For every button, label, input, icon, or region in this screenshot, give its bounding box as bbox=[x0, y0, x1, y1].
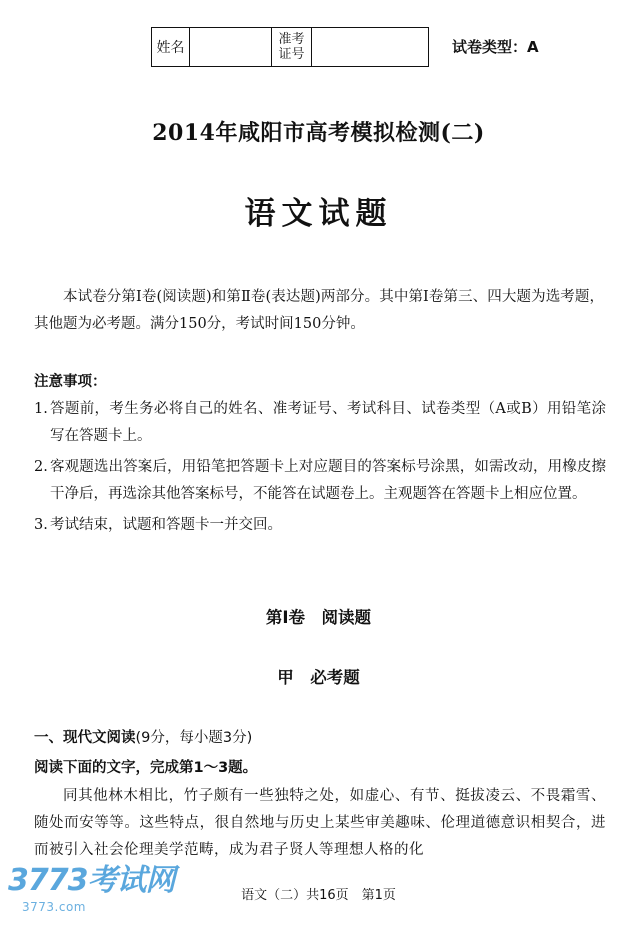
notes-list bbox=[34, 396, 606, 543]
note-item bbox=[34, 454, 606, 508]
paper-type: 试卷类型：A bbox=[452, 38, 539, 56]
question-heading-note: (9分，每小题3分) bbox=[135, 730, 253, 746]
note-text: 考试结束，试题和答题卡一并交回。 bbox=[50, 517, 282, 533]
note-text: 答题前，考生务必将自己的姓名、准考证号、考试科目、试卷类型（A或B）用铅笔涂写在答题卡上。 bbox=[50, 401, 606, 444]
ticket-label-line1: 准考 bbox=[278, 32, 305, 47]
reading-passage: 同其他林木相比，竹子颇有一些独特之处，如虚心、有节、挺拔凌云、不畏霜雪、随处而安等等。这些特点，很自然地与历史上某些审美趣味、伦理道德意识相契合，进而被引入社会伦理美学范畴，成为君子贤人等理想人格的化 bbox=[34, 788, 606, 858]
note-text: 客观题选出答案后，用铅笔把答题卡上对应题目的答案标号涂黑，如需改动，用橡皮擦干净后，再选涂其他答案标号，不能答在试题卷上。主观题答在答题卡上相应位置。 bbox=[50, 459, 606, 502]
notes-heading: 注意事项： bbox=[34, 374, 107, 390]
exam-title: 2014年咸阳市高考模拟检测(二) bbox=[152, 120, 485, 146]
note-number: 1. bbox=[34, 401, 48, 417]
note-number: 2. bbox=[34, 459, 48, 475]
intro-paragraph: 本试卷分第Ⅰ卷(阅读题)和第Ⅱ卷(表达题)两部分。其中第Ⅰ卷第三、四大题为选考题，其他题为必考题。满分150分，考试时间150分钟。 bbox=[34, 289, 604, 332]
question-heading bbox=[34, 726, 252, 747]
section-title: 第Ⅰ卷 阅读题 bbox=[265, 608, 372, 627]
note-item bbox=[34, 512, 606, 539]
sub-section-title: 甲 必考题 bbox=[277, 668, 360, 687]
note-number: 3. bbox=[34, 517, 48, 533]
ticket-number-label bbox=[272, 28, 312, 66]
name-label: 姓名 bbox=[152, 28, 190, 66]
candidate-info-table bbox=[151, 27, 429, 67]
watermark-main: 3773考试网 bbox=[8, 863, 175, 898]
ticket-label-line2: 证号 bbox=[278, 47, 305, 62]
question-instruction: 阅读下面的文字，完成第1～3题。 bbox=[34, 760, 258, 776]
name-field[interactable] bbox=[190, 28, 272, 66]
subject-title: 语文试题 bbox=[244, 196, 393, 232]
watermark-url: 3773.com bbox=[22, 900, 86, 914]
note-item bbox=[34, 396, 606, 450]
page-footer: 语文（二）共16页 第1页 bbox=[241, 888, 396, 903]
ticket-number-field[interactable] bbox=[312, 28, 428, 66]
question-heading-title: 一、现代文阅读 bbox=[34, 730, 136, 746]
